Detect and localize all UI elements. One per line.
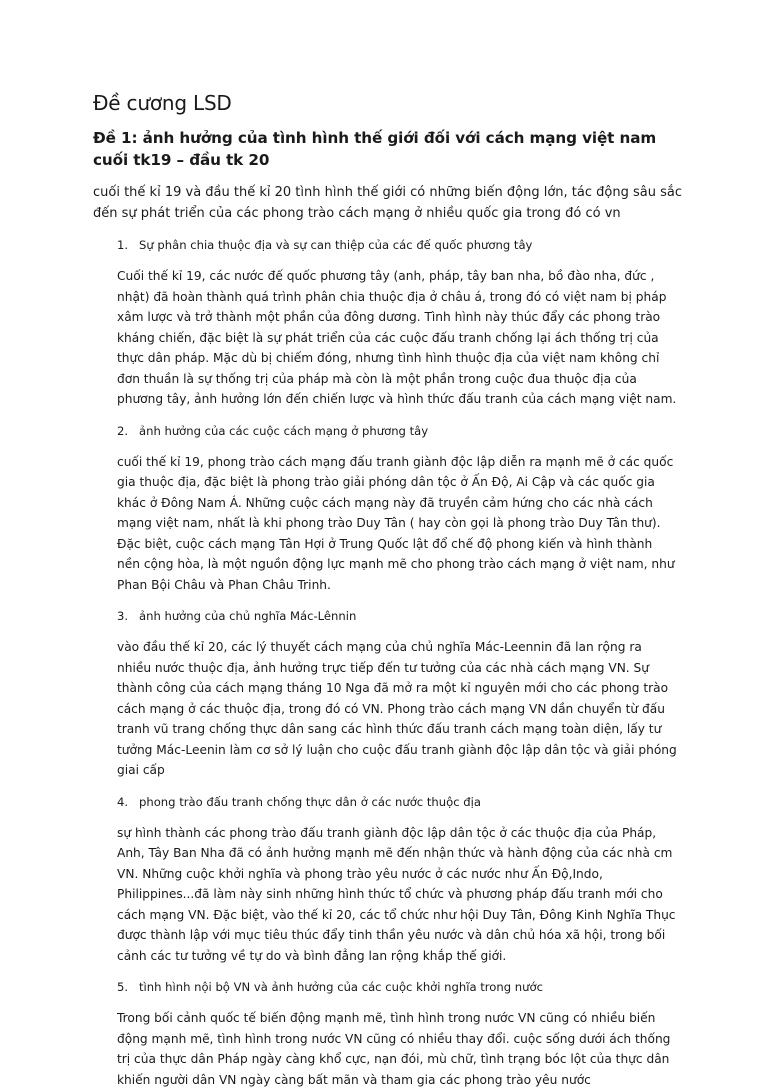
section-heading xyxy=(93,793,683,811)
section-heading xyxy=(93,978,683,996)
section-number: 4. xyxy=(117,794,129,809)
section-title: Sự phân chia thuộc địa và sự can thiệp của các đế quốc phương tây xyxy=(139,238,533,252)
section-4 xyxy=(93,793,683,967)
section-body: cuối thế kỉ 19, phong trào cách mạng đấu tranh giành độc lập diễn ra mạnh mẽ ở các quốc gia thuộc địa, đặc biệt là phong trào giải phóng dân tộc ở Ấn Độ, Ai Cập và các quốc gia khác ở Đông Nam Á. Những cuộc cách mạng này đã truyền cảm hứng cho các nhà cách mạng việt nam, nhất là khi phong trào Duy Tân ( hay còn gọi là phong trào Duy Tân thư). Đặc biệt, cuộc cách mạng Tân Hợi ở Trung Quốc lật đổ chế độ phong kiến và hình thành nền cộng hòa, là một nguồn động lực mạnh mẽ cho phong trào cách mạng ở việt nam, như Phan Bội Châu và Phan Châu Trinh. xyxy=(117,454,675,592)
section-body: vào đầu thế kỉ 20, các lý thuyết cách mạng của chủ nghĩa Mác-Leennin đã lan rộng ra nhiều nước thuộc địa, ảnh hưởng trực tiếp đến tư tưởng của các nhà cách mạng VN. Sự thành công của cách mạng tháng 10 Nga đã mở ra một kỉ nguyên mới cho các phong trào cách mạng ở các thuộc địa, trong đó có VN. Phong trào cách mạng VN dần chuyển từ đấu tranh vũ trang chống thực dân sang các hình thức đấu tranh cách mạng toàn diện, lấy tư tưởng Mác-Leenin làm cơ sở lý luận cho cuộc đấu tranh giành độc lập dân tộc và giải phóng giai cấp xyxy=(117,640,677,777)
document-page xyxy=(93,88,683,1090)
section-2 xyxy=(93,422,683,596)
section-title: ảnh hưởng của các cuộc cách mạng ở phương tây xyxy=(139,423,429,438)
section-heading xyxy=(93,422,683,440)
section-3 xyxy=(93,607,683,781)
section-title: phong trào đấu tranh chống thực dân ở các nước thuộc địa xyxy=(139,794,481,809)
intro-paragraph: cuối thế kỉ 19 và đầu thế kỉ 20 tình hình thế giới có những biến động lớn, tác động sâu sắc đến sự phát triển của các phong trào cách mạng ở nhiều quốc gia trong đó có vn xyxy=(93,185,682,221)
section-body: Cuối thế kỉ 19, các nước đế quốc phương tây (anh, pháp, tây ban nha, bồ đào nha, đức , nhật) đã hoàn thành quá trình phân chia thuộc địa ở châu á, trong đó có việt nam bị pháp xâm lược và trở thành một phần của đông dương. Tình hình này thúc đẩy các phong trào kháng chiến, đặc biệt là sự phát triển của các cuộc đấu tranh chống lại ách thống trị của thực dân pháp. Mặc dù bị chiếm đóng, nhưng tình hình thuộc địa của việt nam không chỉ đơn thuần là sự thống trị của pháp mà còn là một phần trong cuộc đua thuộc địa của phương tây, ảnh hưởng lớn đến chiến lược và hình thức đấu tranh của cách mạng việt nam. xyxy=(117,269,677,406)
section-body: Trong bối cảnh quốc tế biến động mạnh mẽ, tình hình trong nước VN cũng có nhiều biến động mạnh mẽ, tình hình trong nước VN cũng có nhiều thay đổi. cuộc sống dưới ách thống trị của thực dân Pháp ngày càng khổ cực, nạn đói, mù chữ, tình trạng bóc lột của thực dân khiến người dân VN ngày càng bất mãn và tham gia các phong trào yêu nước xyxy=(117,1011,671,1087)
section-number: 3. xyxy=(117,609,129,623)
section-number: 5. xyxy=(117,980,129,994)
section-5 xyxy=(93,978,683,1090)
section-number: 2. xyxy=(117,423,129,438)
section-heading xyxy=(93,236,683,254)
section-title: tình hình nội bộ VN và ảnh hưởng của các cuộc khởi nghĩa trong nước xyxy=(139,980,543,994)
section-title: ảnh hưởng của chủ nghĩa Mác-Lênnin xyxy=(139,609,357,623)
section-1 xyxy=(93,236,683,410)
question-heading: Đề 1: ảnh hưởng của tình hình thế giới đối với cách mạng việt nam cuối tk19 – đầu tk 20 xyxy=(93,129,657,169)
section-body: sự hình thành các phong trào đấu tranh giành độc lập dân tộc ở các thuộc địa của Pháp, Anh, Tây Ban Nha đã có ảnh hưởng mạnh mẽ đến nhận thức và hành động của các nhà cm VN. Những cuộc khởi nghĩa và phong trào yêu nước ở các nước như Ấn Độ,Indo, Philippines...đã làm này sinh những hình thức tổ chức và phương pháp đấu tranh mới cho cách mạng VN. Đặc biệt, vào thế kỉ 20, các tổ chức như hội Duy Tân, Đông Kinh Nghĩa Thục được thành lập với mục tiêu thúc đẩy tinh thần yêu nước và dân chủ hóa xã hội, trong bối cảnh các tư tưởng về tự do và bình đẳng lan rộng khắp thế giới. xyxy=(117,825,676,963)
section-heading xyxy=(93,607,683,625)
document-title: Đề cương LSD xyxy=(93,91,232,115)
section-number: 1. xyxy=(117,238,129,252)
